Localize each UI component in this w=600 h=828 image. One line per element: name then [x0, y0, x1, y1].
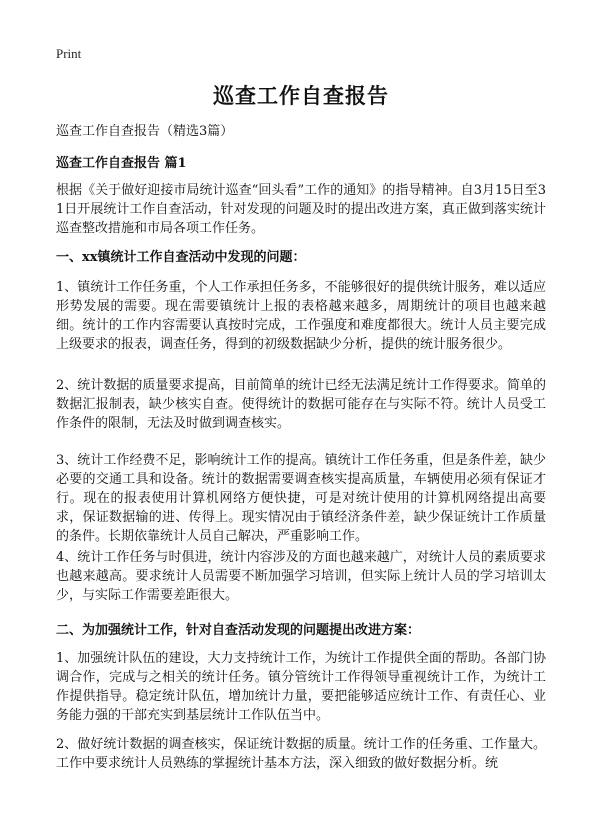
print-label: Print — [56, 46, 82, 61]
section2-item-1: 1、加强统计队伍的建设，大力支持统计工作，为统计工作提供全面的帮助。各部门协调合作，完成与之相关的统计任务。镇分管统计工作得领导重视统计工作，为统计工作提供指导。稳定统计队伍，增加统计力量，要把能够适应统计工作、有责任心、业务能力强的干部充实到基层统计工作队伍当中。 — [56, 651, 546, 723]
section1-item-4: 4、统计工作任务与时俱进，统计内容涉及的方面也越来越广，对统计人员的素质要求也越来越高。要求统计人员需要不断加强学习培训，但实际上统计人员的学习培训太少，与实际工作需要差距很大。 — [56, 550, 546, 603]
section1-item-3: 3、统计工作经费不足，影响统计工作的提高。镇统计工作任务重，但是条件差，缺少必要的交通工具和设备。统计的数据需要调查核实提高质量，车辆使用必须有保证才行。现在的报表使用计算机网络方便快捷，可是对统计使用的计算机网络提出高要求，保证数据输的进、传得上。现实情况由于镇经济条件差，缺少保证统计工作质量的条件。长期依靠统计人员自己解决，严重影响工作。 — [56, 453, 546, 544]
section2-item-2: 2、做好统计数据的调查核实，保证统计数据的质量。统计工作的任务重、工作量大。工作中要求统计人员熟练的掌握统计基本方法，深入细致的做好数据分析。统 — [56, 737, 546, 771]
section1-item-1: 1、镇统计工作任务重，个人工作承担任务多，不能够很好的提供统计服务，难以适应形势发展的需要。现在需要镇统计上报的表格越来越多，周期统计的项目也越来越细。统计的工作内容需要认真按时完成，工作强度和难度都很大。统计人员主要完成上级要求的报表，调查任务，得到的初级数据缺少分析，提供的统计服务很少。 — [56, 280, 546, 352]
section-heading-2: 二、为加强统计工作，针对自查活动发现的问题提出改进方案： — [56, 623, 421, 638]
intro-paragraph: 根据《关于做好迎接市局统计巡查“回头看”工作的通知》的指导精神。自3月15日至31日开展统计工作自查活动，针对发现的问题及时的提出改进方案，真正做到落实统计巡查整改措施和市局各项工作任务。 — [56, 183, 546, 236]
document-title: 巡查工作自查报告 — [213, 83, 389, 108]
document-subtitle: 巡查工作自查报告（精选3篇） — [56, 124, 234, 139]
section-heading-1: 一、xx镇统计工作自查活动中发现的问题： — [56, 250, 306, 265]
article-heading: 巡查工作自查报告 篇1 — [56, 156, 187, 171]
section1-item-2: 2、统计数据的质量要求提高，目前简单的统计已经无法满足统计工作得要求。简单的数据汇报制表，缺少核实自查。使得统计的数据可能存在与实际不符。统计人员受工作条件的限制，无法及时做到调查核实。 — [56, 378, 546, 431]
